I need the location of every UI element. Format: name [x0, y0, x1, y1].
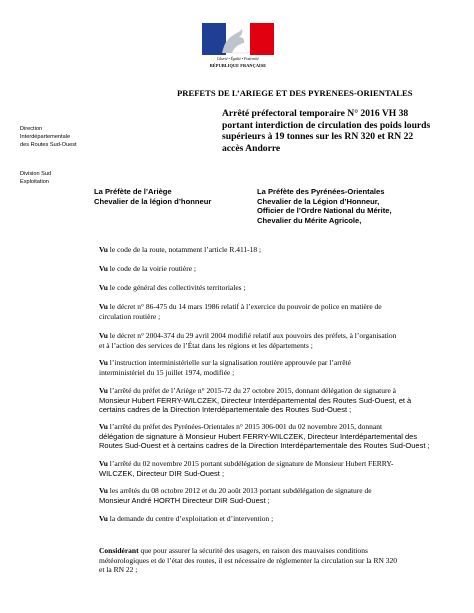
paragraph-line: Monsieur Hubert FERRY-WILCZEK, Directeur Interdépartemental des Routes Sud-Ouest, et à	[99, 395, 412, 405]
signatory-line: Chevalier du Mérite Agricole,	[257, 215, 362, 225]
logo-republic-label: RÉPUBLIQUE FRANÇAISE	[209, 63, 267, 68]
direction-line: Interdépartementale	[20, 134, 71, 140]
vu-keyword: Vu	[99, 358, 108, 367]
paragraph-line: la demande du centre d’exploitation et d’intervention ;	[109, 514, 274, 523]
paragraph-line: délégation de signature à Monsieur Hubert FERRY-WILCZEK, Directeur Interdépartemental des	[99, 431, 418, 441]
vu-keyword: Vu	[99, 459, 108, 468]
vu-paragraph	[99, 422, 451, 451]
vu-paragraph	[99, 331, 451, 350]
division-label	[20, 170, 51, 186]
vu-keyword: Vu	[99, 302, 108, 311]
division-line: Division Sud	[20, 171, 52, 177]
vu-keyword: Vu	[99, 422, 108, 431]
considerant-paragraph	[99, 546, 451, 575]
direction-line: des Routes Sud-Ouest	[20, 142, 77, 148]
vu-paragraph	[99, 283, 451, 293]
paragraph-line: Routes Sud-Ouest et à certains cadres de la Direction Interdépartementale des Routes Sud-Ouest ;	[99, 441, 430, 451]
paragraph-line: l’arrêté du 02 novembre 2015 portant subdélégation de signature de Monsieur Hubert FERRY-	[109, 459, 394, 468]
vu-keyword: Vu	[99, 514, 108, 523]
paragraph-line: certains cadres de la Direction Interdépartementale des Routes Sud-Ouest ;	[99, 405, 352, 415]
direction-line: Direction	[20, 126, 43, 132]
signatory-line: Officier de l’Ordre National du Mérite,	[257, 206, 392, 216]
vu-paragraph	[99, 302, 451, 321]
title-line: supérieurs à 19 tonnes sur les RN 320 et RN 22	[222, 131, 414, 142]
division-line: Exploitation	[20, 179, 49, 185]
paragraph-line: interministériel du 15 juillet 1974, modifiée ;	[99, 367, 235, 377]
paragraph-line: l’instruction interministérielle sur la signalisation routière approuvée par l’arrêté	[109, 358, 351, 367]
signatory-line: La Préfète des Pyrénées-Orientales	[257, 187, 385, 196]
paragraph-line: le décret n° 2004-374 du 29 avril 2004 modifié relatif aux pouvoirs des préfets, à l’organisation	[109, 331, 397, 340]
vu-keyword: Vu	[99, 245, 108, 254]
paragraph-line: l’arrêté du préfet de l’Ariège n° 2015-72 du 27 octobre 2015, donnant délégation de signature à	[109, 386, 397, 395]
paragraph-line: circulation routière ;	[99, 311, 161, 321]
vu-keyword: Vu	[99, 331, 108, 340]
vu-paragraph	[99, 358, 451, 377]
vu-paragraph	[99, 386, 451, 415]
paragraph-line: que pour assurer la sécurité des usagers, en raison des mauvaises conditions	[140, 546, 368, 555]
vu-paragraph	[99, 245, 451, 255]
paragraph-line: Monsieur André HORTH Directeur DIR Sud-Ouest ;	[99, 495, 270, 505]
paragraph-line: le code général des collectivités territoriales ;	[109, 283, 246, 292]
signatory-line: La Préfète de l’Ariège	[94, 187, 172, 196]
title-line: Arrêté préfectoral temporaire N° 2016 VH 38	[222, 108, 409, 119]
paragraph-line: le code de la voirie routière ;	[109, 264, 196, 273]
paragraph-line: et la RN 22 ;	[99, 565, 138, 575]
vu-paragraph	[99, 514, 451, 524]
vu-paragraph	[99, 486, 451, 505]
marianne-flag-icon	[202, 23, 274, 55]
vu-keyword: Vu	[99, 264, 108, 273]
paragraph-line: météorologiques et de l’état des routes, il est nécessaire de réglementer la circulation sur la RN 320	[99, 555, 398, 565]
signatory-pyrenees-orientales	[257, 187, 392, 225]
vu-keyword: Vu	[99, 486, 108, 495]
signatory-line: Chevalier de la Légion d’Honneur,	[257, 196, 380, 206]
vu-keyword: Vu	[99, 386, 108, 395]
signatory-line: Chevalier de la légion d’honneur	[94, 196, 212, 206]
prefects-heading: PREFETS DE L’ARIEGE ET DES PYRENEES-ORIENTALES	[177, 88, 413, 98]
logo-motto: Liberté • Égalité • Fraternité	[217, 57, 259, 61]
vu-keyword: Vu	[99, 283, 108, 292]
paragraph-line: l’arrêté du préfet des Pyrénées-Orientales n° 2015 306-001 du 02 novembre 2015, donnant	[109, 422, 383, 431]
direction-label	[20, 125, 77, 149]
signatory-ariege	[94, 187, 211, 206]
title-line: portant interdiction de circulation des poids lourds	[222, 119, 431, 131]
paragraph-line: WILCZEK, Directeur DIR Sud-Ouest ;	[99, 468, 225, 478]
vu-paragraph	[99, 264, 451, 274]
decree-title	[222, 108, 450, 154]
vu-paragraph	[99, 459, 451, 478]
paragraph-line: le code de la route, notamment l’article R.411-18 ;	[109, 245, 262, 254]
paragraph-line: le décret n° 86-475 du 14 mars 1986 relatif à l’exercice du pouvoir de police en matière de	[109, 302, 382, 311]
paragraph-line: les arrêtés du 08 octobre 2012 et du 20 août 2013 portant subdélégation de signature de	[109, 486, 372, 495]
paragraph-line: et à l’action des services de l’État dans les régions et les départements ;	[99, 340, 313, 350]
considerant-keyword: Considérant	[99, 546, 139, 555]
title-line: accès Andorre	[222, 142, 281, 154]
